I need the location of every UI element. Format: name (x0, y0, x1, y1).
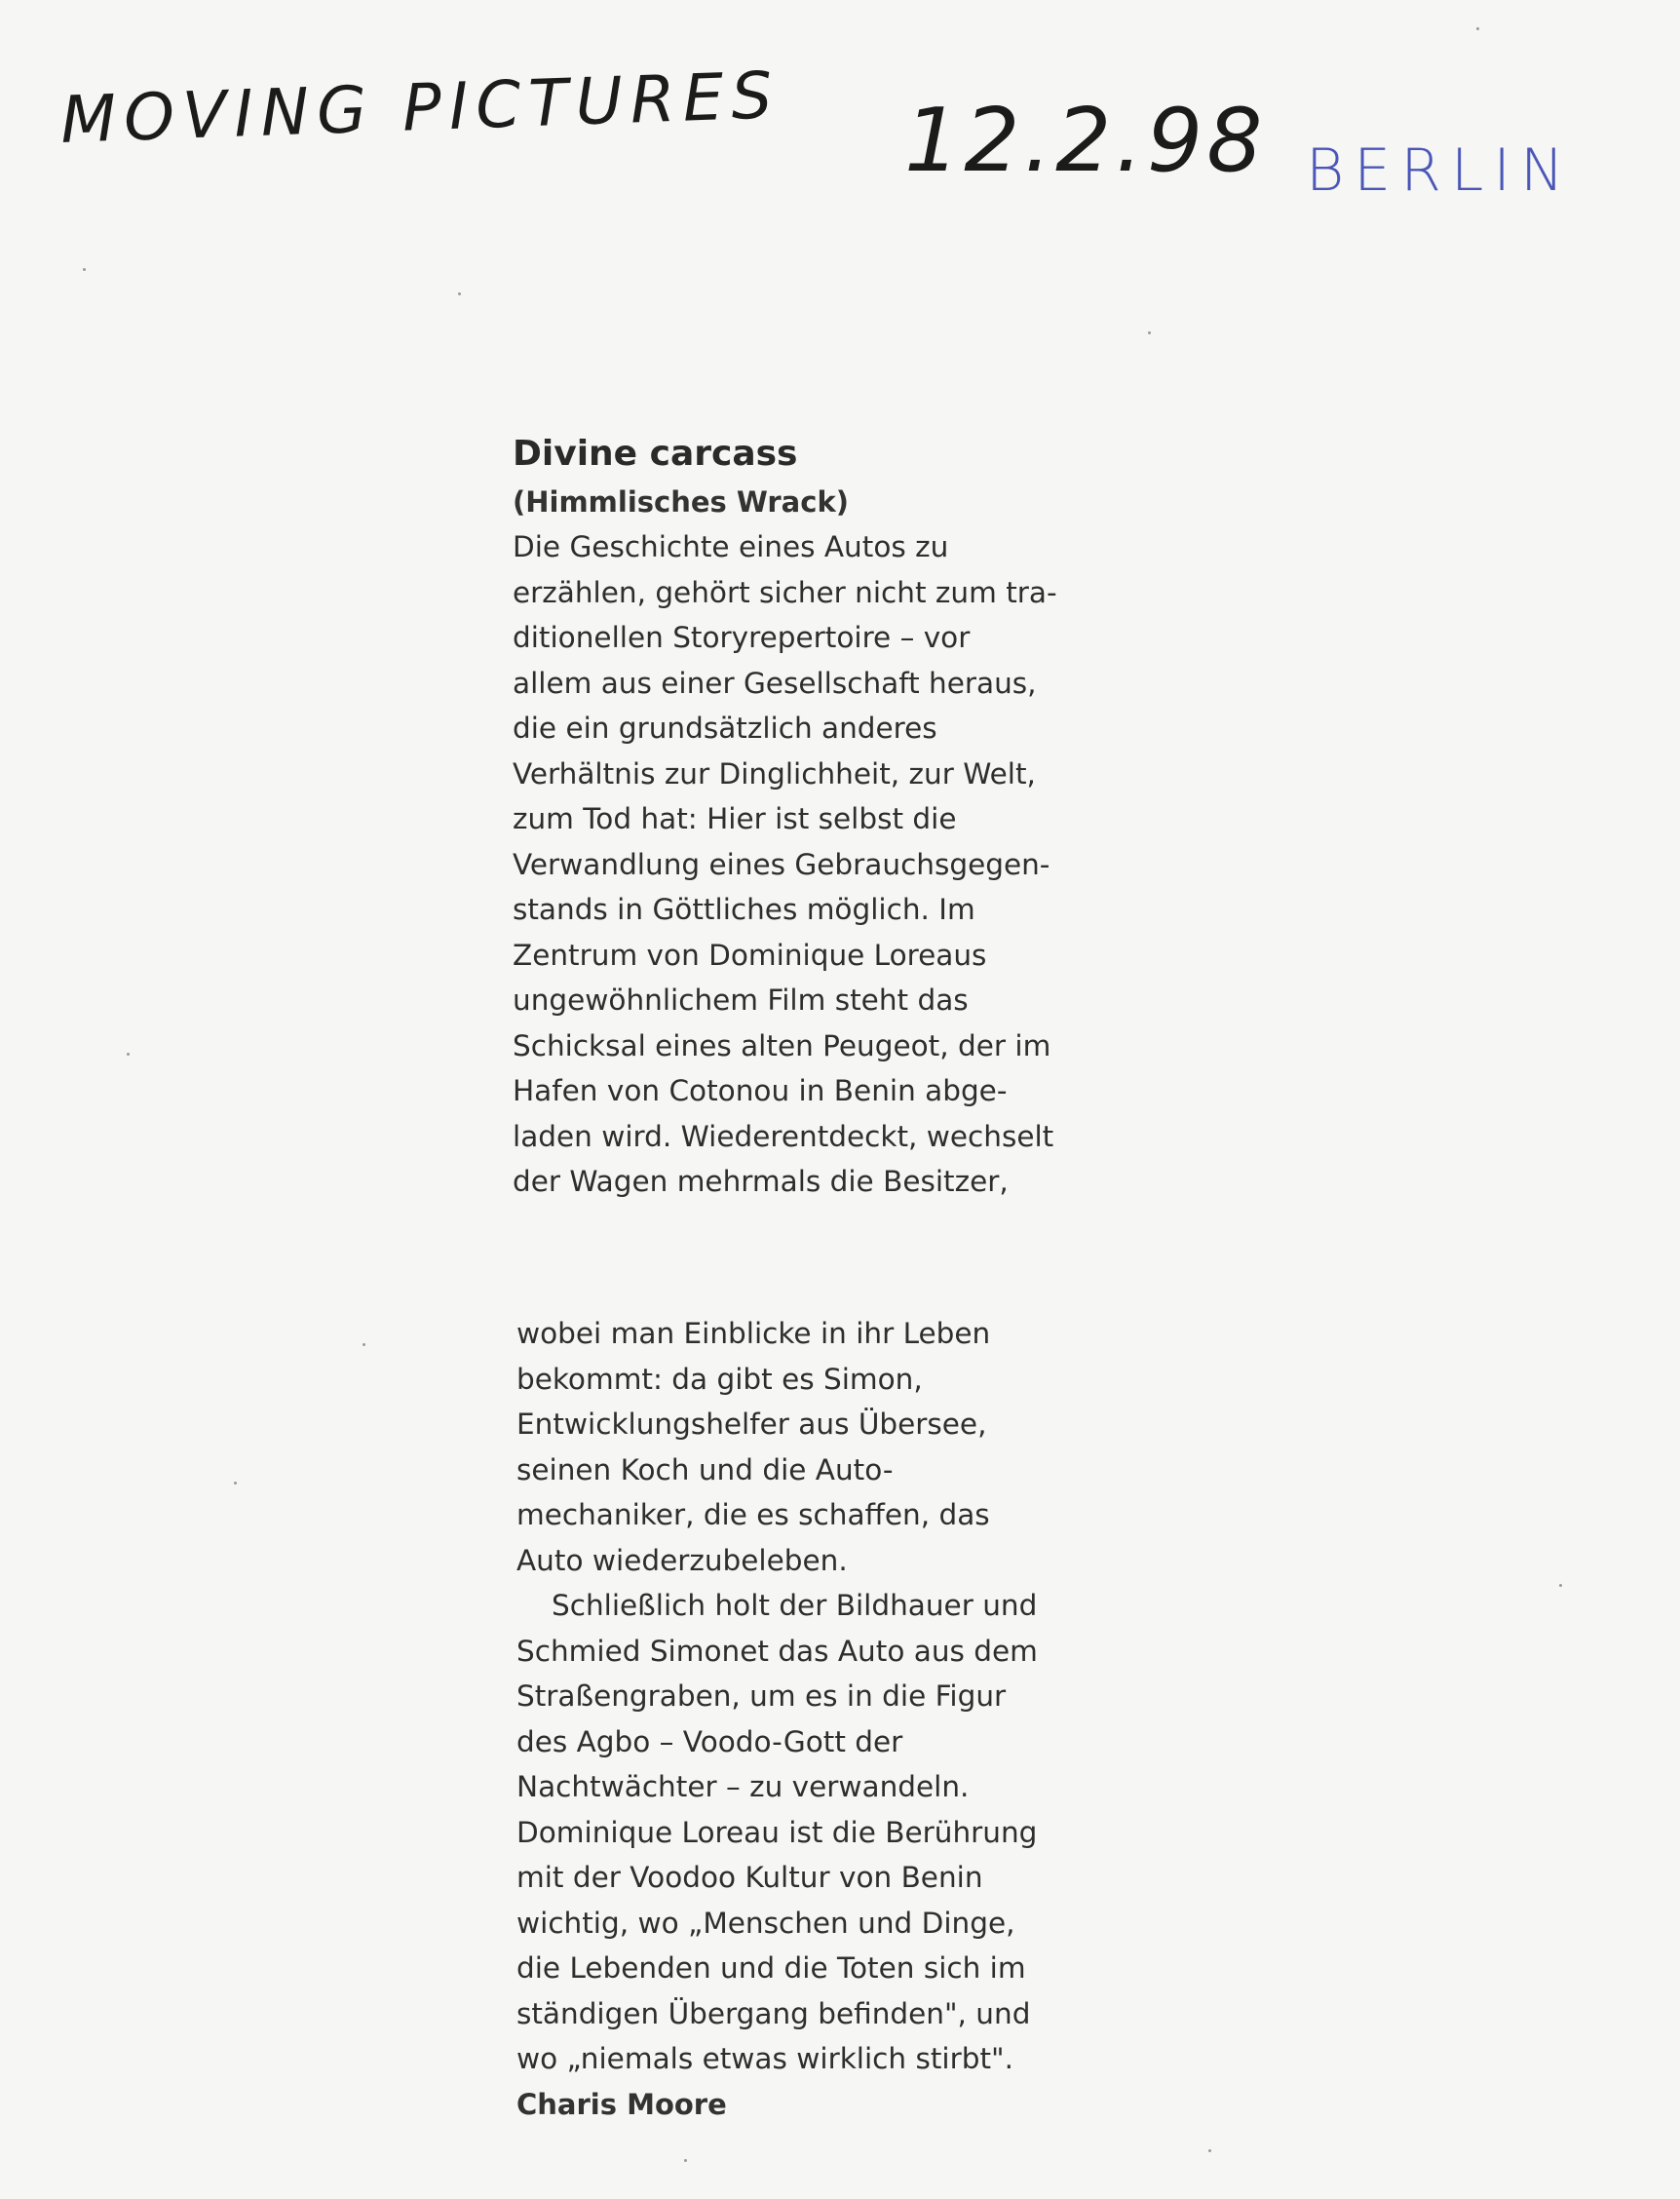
body-line: wo „niemals etwas wirklich stirbt". (516, 2042, 1013, 2075)
body-line: Schicksal eines alten Peugeot, der im (513, 1028, 1051, 1062)
article-byline: Charis Moore (516, 2087, 727, 2121)
body-line: zum Tod hat: Hier ist selbst die (513, 802, 957, 835)
body-line: mit der Voodoo Kultur von Benin (516, 1861, 983, 1894)
body-line: bekommt: da gibt es Simon, (516, 1362, 923, 1396)
body-line: des Agbo – Voodo-Gott der (516, 1724, 903, 1758)
handwritten-date-note: 12.2.98 (904, 90, 1267, 192)
scan-speck (458, 292, 461, 295)
body-line: stands in Göttliches möglich. Im (513, 893, 975, 926)
body-line: ditionellen Storyrepertoire – vor (513, 621, 971, 654)
body-line: der Wagen mehrmals die Besitzer, (513, 1165, 1009, 1198)
body-line: Zentrum von Dominique Loreaus (513, 938, 987, 972)
article-headline: Divine carcass (513, 434, 798, 474)
body-line: Straßengraben, um es in die Figur (516, 1679, 1007, 1713)
body-line: allem aus einer Gesellschaft heraus, (513, 666, 1037, 700)
body-line: seinen Koch und die Auto- (516, 1452, 894, 1486)
body-line: Nachtwächter – zu verwandeln. (516, 1770, 970, 1803)
scan-speck (363, 1343, 365, 1346)
body-line: laden wird. Wiederentdeckt, wechselt (513, 1119, 1054, 1153)
body-line: Die Geschichte eines Autos zu (513, 530, 949, 563)
scan-speck (234, 1482, 237, 1485)
article-column-2 (516, 1311, 1062, 2127)
handwritten-publication-note: MOVING PICTURES (58, 58, 782, 158)
body-line: wichtig, wo „Menschen und Dinge, (516, 1906, 1015, 1940)
scan-speck (83, 268, 86, 271)
scan-speck (1476, 27, 1479, 30)
body-line: die Lebenden und die Toten sich im (516, 1951, 1026, 1985)
body-line: Auto wiederzubeleben. (516, 1543, 848, 1577)
article-column-1 (513, 429, 1058, 1205)
scan-speck (127, 1053, 130, 1056)
scan-speck (1208, 2149, 1211, 2152)
body-line: Dominique Loreau ist die Berührung (516, 1815, 1038, 1849)
body-line: Schmied Simonet das Auto aus dem (516, 1634, 1038, 1668)
body-line: ständigen Übergang befinden", und (516, 1996, 1031, 2030)
article-subheadline: (Himmlisches Wrack) (513, 485, 849, 519)
body-line: erzählen, gehört sicher nicht zum tra- (513, 575, 1057, 609)
body-line: die ein grundsätzlich anderes (513, 712, 937, 745)
article-body-column-2 (516, 1311, 1062, 2127)
body-line: ungewöhnlichem Film steht das (513, 984, 969, 1017)
article-body-column-1 (513, 524, 1058, 1205)
scan-speck (1559, 1584, 1562, 1587)
body-line: mechaniker, die es schaffen, das (516, 1498, 990, 1531)
body-line: Entwicklungshelfer aus Übersee, (516, 1408, 987, 1441)
handwritten-city-note: BERLIN (1306, 136, 1574, 205)
body-line: wobei man Einblicke in ihr Leben (516, 1317, 991, 1350)
body-line: Schließlich holt der Bildhauer und (552, 1589, 1038, 1622)
scan-speck (684, 2159, 687, 2162)
body-line: Hafen von Cotonou in Benin abge- (513, 1074, 1008, 1107)
scan-speck (1148, 331, 1151, 334)
body-line: Verwandlung eines Gebrauchsgegen- (513, 847, 1050, 881)
body-line: Verhältnis zur Dinglichheit, zur Welt, (513, 756, 1036, 791)
